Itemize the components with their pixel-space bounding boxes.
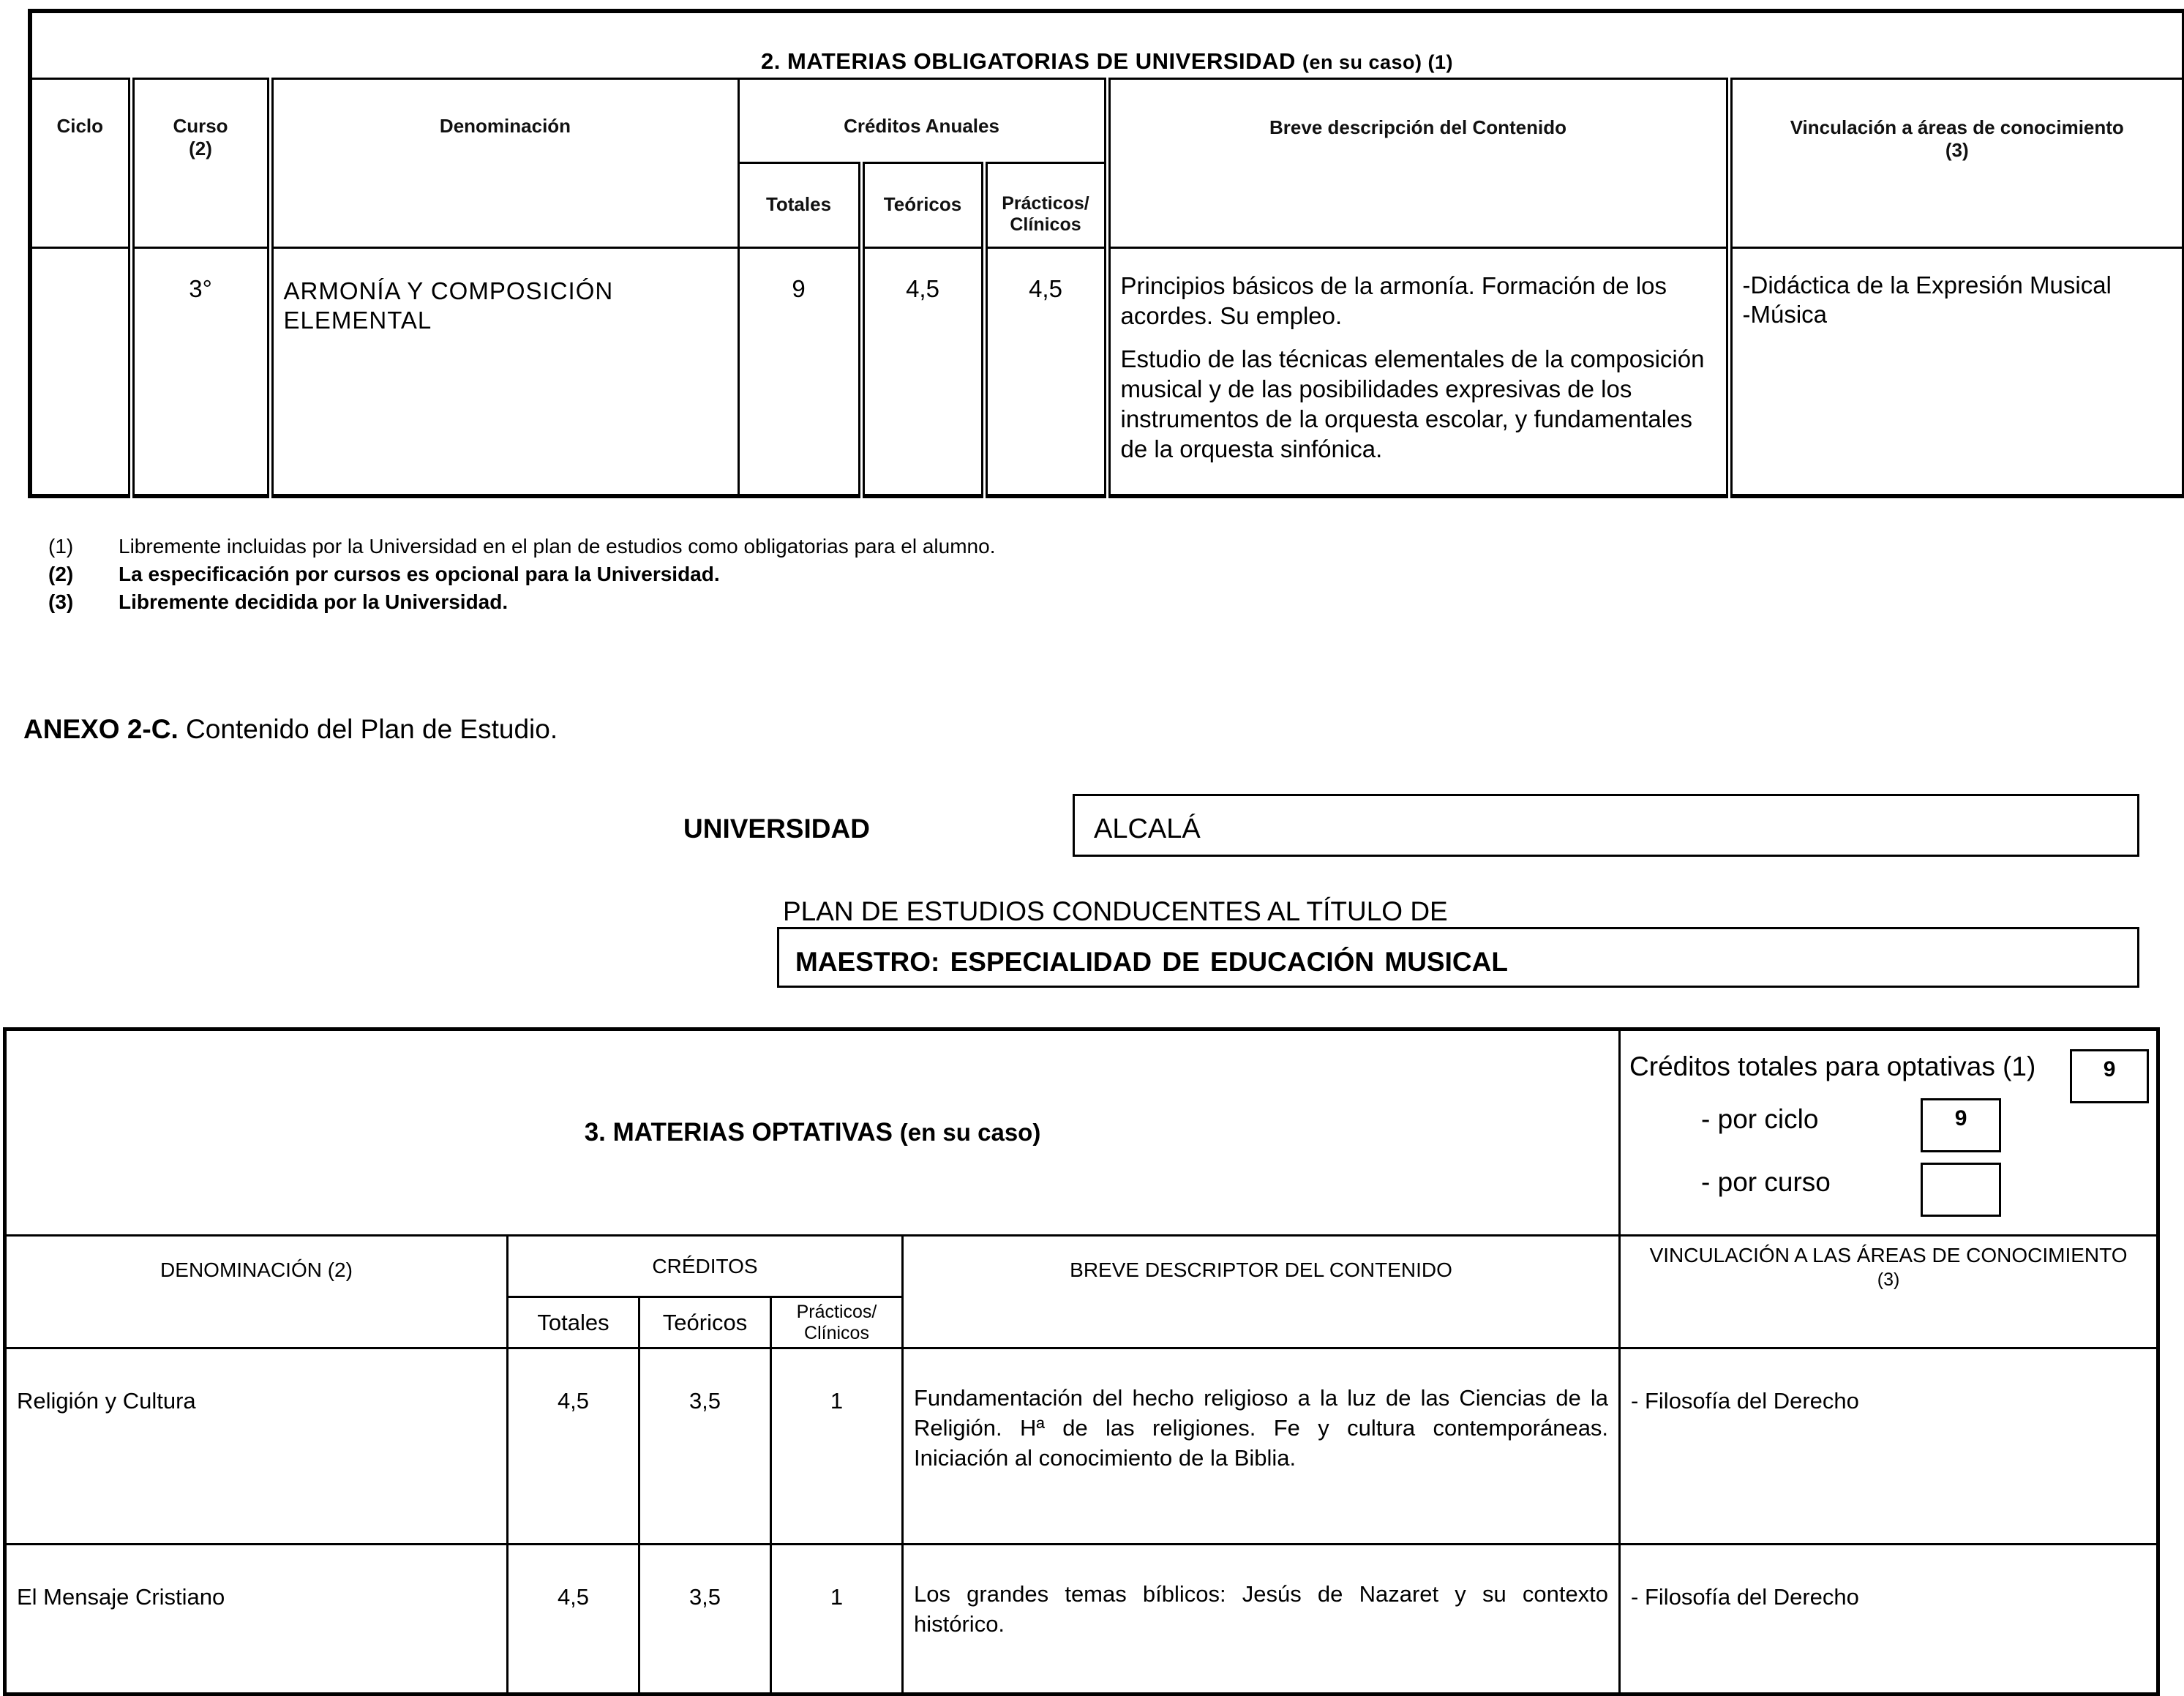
optativas-table (3, 1027, 2160, 1696)
creditos-optativas-panel (1620, 1029, 2158, 1236)
section2-title-main: 2. MATERIAS OBLIGATORIAS DE UNIVERSIDAD (761, 48, 1296, 74)
header-teoricos: Teóricos (861, 162, 984, 247)
cell-denominacion: ARMONÍA Y COMPOSICIÓN ELEMENTAL (270, 247, 738, 496)
por-ciclo-box: 9 (1921, 1098, 2001, 1152)
footnote: (2) La especificación por cursos es opcional para la Universidad. (48, 563, 720, 585)
plan-label: PLAN DE ESTUDIOS CONDUCENTES AL TÍTULO DE (783, 896, 1448, 926)
section2-title-sub: (en su caso) (1) (1302, 50, 1454, 73)
table-row (30, 247, 2184, 496)
cell-teoricos: 4,5 (861, 247, 984, 496)
cell-vinculacion: -Didáctica de la Expresión Musical -Música (1729, 247, 2184, 496)
cell-practicos: 4,5 (984, 247, 1107, 496)
header-descriptor: BREVE DESCRIPTOR DEL CONTENIDO (903, 1236, 1620, 1348)
descripcion-paragraph-2: Estudio de las técnicas elementales de la composición musical y de las posibilidades expresivas de los instrumentos de la orquesta escolar, y fundamentales de la orquesta sinfónica. (1120, 345, 1705, 462)
obligatorias-table (28, 9, 2184, 498)
creditos-totales-box: 9 (2070, 1049, 2149, 1103)
creditos-totales-label: Créditos totales para optativas (1) (1629, 1051, 2036, 1081)
table-row (5, 1545, 2158, 1695)
universidad-label: UNIVERSIDAD (683, 814, 870, 844)
cell-teoricos: 3,5 (639, 1545, 771, 1695)
cell-descripcion (1107, 247, 1729, 496)
header-practicos: Prácticos/ Clínicos (771, 1297, 903, 1348)
universidad-field: ALCALÁ (1073, 794, 2139, 857)
header-descripcion: Breve descripción del Contenido (1107, 78, 1729, 247)
cell-ciclo (30, 247, 131, 496)
cell-totales: 4,5 (508, 1348, 639, 1545)
footnotes (48, 533, 995, 616)
header-teoricos: Teóricos (639, 1297, 771, 1348)
cell-vinculacion: - Filosofía del Derecho (1620, 1348, 2158, 1545)
cell-curso: 3° (131, 247, 270, 496)
cell-denominacion: El Mensaje Cristiano (5, 1545, 508, 1695)
por-curso-label: - por curso (1701, 1167, 1831, 1197)
cell-descriptor: Fundamentación del hecho religioso a la luz de las Ciencias de la Religión. Hª de las religiones. Fe y cultura contemporáneas. Iniciación al conocimiento de la Biblia. (903, 1348, 1620, 1545)
titulo-field: MAESTRO: ESPECIALIDAD DE EDUCACIÓN MUSICAL (777, 927, 2139, 988)
header-denominacion: DENOMINACIÓN (2) (5, 1236, 508, 1348)
por-curso-box (1921, 1163, 2001, 1217)
table-row (5, 1348, 2158, 1545)
cell-denominacion: Religión y Cultura (5, 1348, 508, 1545)
header-vinculacion: Vinculación a áreas de conocimiento (3) (1729, 78, 2184, 247)
por-ciclo-label: - por ciclo (1701, 1104, 1819, 1134)
anexo-heading: ANEXO 2-C. Contenido del Plan de Estudio. (23, 714, 558, 744)
header-curso: Curso (2) (131, 78, 270, 247)
cell-practicos: 1 (771, 1348, 903, 1545)
cell-vinculacion: - Filosofía del Derecho (1620, 1545, 2158, 1695)
header-creditos-anuales: Créditos Anuales (738, 78, 1107, 162)
cell-totales: 4,5 (508, 1545, 639, 1695)
cell-descriptor: Los grandes temas bíblicos: Jesús de Nazaret y su contexto histórico. (903, 1545, 1620, 1695)
header-totales: Totales (508, 1297, 639, 1348)
section2-title (30, 11, 2184, 78)
header-denominacion: Denominación (270, 78, 738, 247)
section3-title-sub: (en su caso) (899, 1119, 1041, 1146)
footnote: (3) Libremente decidida por la Universidad. (48, 590, 509, 613)
cell-teoricos: 3,5 (639, 1348, 771, 1545)
header-practicos: Prácticos/ Clínicos (984, 162, 1107, 247)
header-vinculacion: VINCULACIÓN A LAS ÁREAS DE CONOCIMIENTO (3) (1620, 1236, 2158, 1348)
descripcion-paragraph-1: Principios básicos de la armonía. Formación de los acordes. Su empleo. (1120, 271, 1667, 329)
header-totales: Totales (738, 162, 861, 247)
header-ciclo: Ciclo (30, 78, 131, 247)
cell-totales: 9 (738, 247, 861, 496)
header-creditos: CRÉDITOS (508, 1236, 903, 1297)
section3-title-main: 3. MATERIAS OPTATIVAS (584, 1118, 893, 1147)
footnote: (1) Libremente incluidas por la Universidad en el plan de estudios como obligatorias para el alumno. (48, 535, 996, 558)
cell-practicos: 1 (771, 1545, 903, 1695)
section3-title (5, 1029, 1620, 1236)
